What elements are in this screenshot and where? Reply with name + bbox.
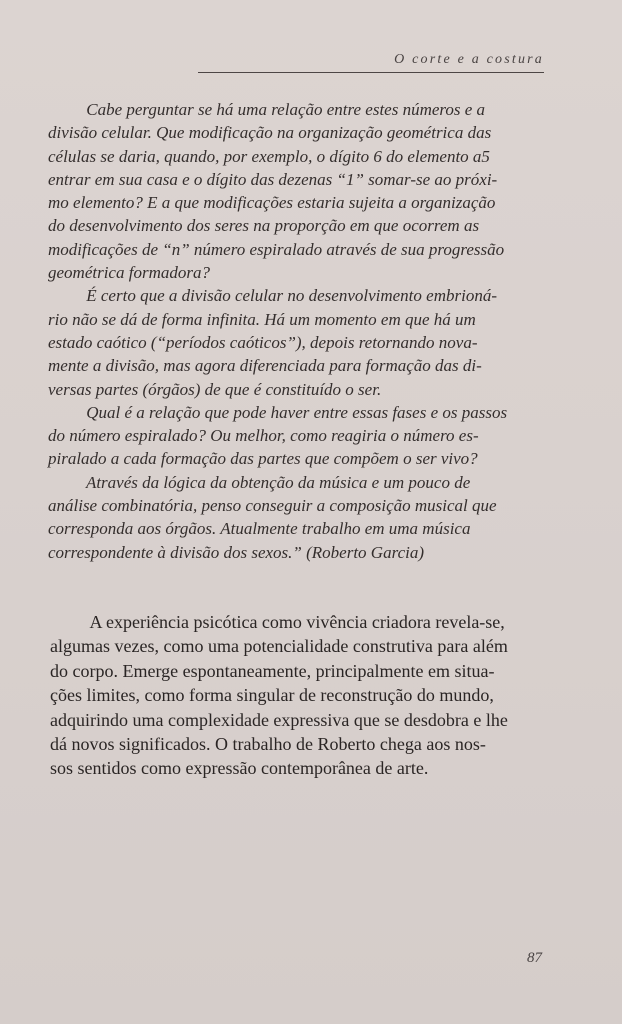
- quote-line: Qual é a relação que pode haver entre essas fases e os passos: [48, 402, 508, 422]
- body-line: do corpo. Emerge espontaneamente, principalmente em situa-: [50, 660, 495, 681]
- quote-line: análise combinatória, penso conseguir a composição musical que: [48, 496, 497, 516]
- quote-line: corresponda aos órgãos. Atualmente trabalho em uma música: [48, 519, 471, 539]
- header-rule: [198, 72, 544, 73]
- body-line: A experiência psicótica como vivência criadora revela-se,: [50, 612, 505, 632]
- body-line: adquirindo uma complexidade expressiva que se desdobra e lhe: [50, 709, 508, 730]
- running-header: O corte e a costura: [394, 52, 544, 67]
- quote-line: piralado a cada formação das partes que compõem o ser vivo?: [48, 449, 478, 469]
- quote-line: modificações de “n” número espiralado através de sua progressão: [48, 239, 505, 259]
- quote-line: correspondente à divisão dos sexos.” (Roberto Garcia): [48, 542, 424, 562]
- quote-line: do desenvolvimento dos seres na proporção em que ocorrem as: [48, 216, 480, 236]
- quote-line: do número espiralado? Ou melhor, como reagiria o número es-: [48, 426, 479, 446]
- quote-line: divisão celular. Que modificação na organização geométrica das: [48, 123, 492, 143]
- quote-line: Através da lógica da obtenção da música e um pouco de: [48, 472, 471, 492]
- quote-line: mente a divisão, mas agora diferenciada para formação das di-: [48, 356, 482, 376]
- quote-line: estado caótico (“períodos caóticos”), depois retornando nova-: [48, 332, 478, 352]
- body-line: ções limites, como forma singular de reconstrução do mundo,: [50, 685, 494, 706]
- quote-line: rio não se dá de forma infinita. Há um momento em que há um: [48, 309, 476, 329]
- quote-line: É certo que a divisão celular no desenvolvimento embrioná-: [48, 286, 497, 306]
- quote-line: Cabe perguntar se há uma relação entre estes números e a: [48, 100, 486, 119]
- quote-line: entrar em sua casa e o dígito das dezenas “1” somar-se ao próxi-: [48, 169, 498, 189]
- body-line: dá novos significados. O trabalho de Roberto chega aos nos-: [50, 734, 486, 755]
- quote-line: células se daria, quando, por exemplo, o dígito 6 do elemento a5: [48, 146, 490, 166]
- body-line: sos sentidos como expressão contemporânea de arte.: [50, 758, 429, 779]
- quote-line: mo elemento? E a que modificações estaria sujeita a organização: [48, 193, 496, 213]
- quoted-passage: [48, 98, 544, 564]
- body-line: algumas vezes, como uma potencialidade construtiva para além: [50, 636, 508, 657]
- quote-line: geométrica formadora?: [48, 263, 210, 283]
- quote-line: versas partes (órgãos) de que é constituído o ser.: [48, 379, 382, 399]
- page-number: 87: [527, 950, 542, 966]
- body-paragraph: [50, 610, 546, 781]
